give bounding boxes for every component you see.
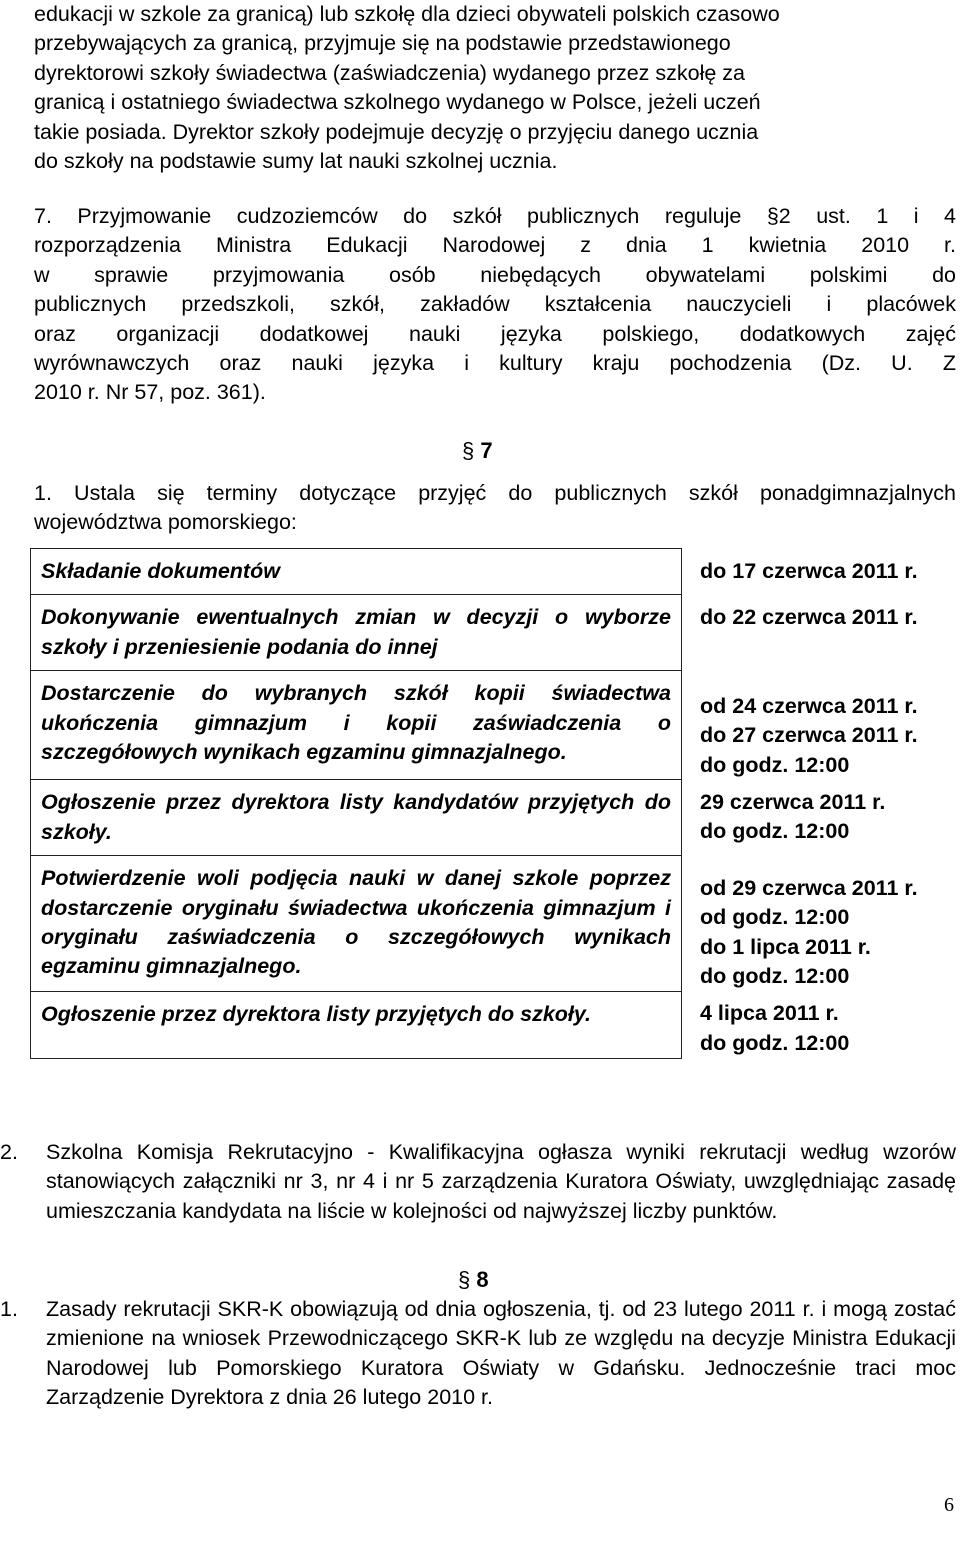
schedule-date-line: od godz. 12:00 [700, 905, 850, 930]
page-number: 6 [944, 1494, 954, 1516]
intro-line: przebywających za granicą, przyjmuje się na podstawie przedstawionego [34, 31, 731, 56]
schedule-date-line: do 27 czerwca 2011 r. [700, 723, 918, 748]
schedule-dates [682, 671, 958, 780]
schedule-date-line: do 22 czerwca 2011 r. [700, 604, 918, 629]
schedule-dates [682, 549, 958, 595]
schedule-row [31, 780, 958, 856]
schedule-date-line: do godz. 12:00 [700, 1030, 850, 1055]
schedule-date-line: od 24 czerwca 2011 r. [700, 693, 918, 718]
section-symbol: § [458, 1267, 471, 1292]
point-number: 2. [0, 1140, 18, 1164]
schedule-date-line: 4 lipca 2011 r. [700, 1001, 839, 1026]
schedule-row [31, 595, 958, 671]
point-7-line: wyrównawczych oraz nauki języka i kultury kraju pochodzenia (Dz. U. Z [34, 351, 956, 376]
intro-line: edukacji w szkole za granicą) lub szkołę dla dzieci obywateli polskich czasowo [34, 2, 780, 26]
schedule-date-line: do 1 lipca 2011 r. [700, 934, 871, 959]
point-7-line: 7. Przyjmowanie cudzoziemców do szkół publicznych reguluje §2 ust. 1 i 4 [34, 204, 956, 228]
intro-line: dyrektorowi szkoły świadectwa (zaświadczenia) wydanego przez szkołę za [34, 60, 745, 85]
schedule-step: Potwierdzenie woli podjęcia nauki w danej szkole poprzez dostarczenie oryginału świadectwa ukończenia gimnazjum i oryginału zaświadczenia o szczegółowych wynikach egzaminu gimnazjalnego. [31, 856, 682, 992]
schedule-date-line: do 17 czerwca 2011 r. [700, 558, 918, 583]
intro-line: takie posiada. Dyrektor szkoły podejmuje decyzję o przyjęciu danego ucznia [34, 119, 759, 144]
point-7-line: 2010 r. Nr 57, poz. 361). [34, 380, 266, 405]
point-2-text: Szkolna Komisja Rekrutacyjno - Kwalifikacyjna ogłasza wyniki rekrutacji według wzorów stanowiących załączniki nr 3, nr 4 i nr 5 zarządzenia Kuratora Oświaty, uwzględniając zasadę umieszczania kandydata na liście w kolejności od najwyższej liczby punktów. [46, 1140, 956, 1223]
point-7-line: publicznych przedszkoli, szkół, zakładów kształcenia nauczycieli i placówek [34, 292, 956, 317]
schedule-step: Dokonywanie ewentualnych zmian w decyzji o wyborze szkoły i przeniesienie podania do innej [31, 595, 682, 671]
schedule-date-line: do godz. 12:00 [700, 963, 850, 988]
point-1-line: województwa pomorskiego: [34, 510, 297, 535]
schedule-row [31, 856, 958, 992]
section-8-heading [458, 1266, 489, 1294]
point-1-line: 1. Ustala się terminy dotyczące przyjęć do publicznych szkół ponadgimnazjalnych [34, 481, 956, 505]
schedule-row [31, 549, 958, 595]
intro-paragraph [34, 0, 956, 176]
section-7-heading [462, 437, 493, 465]
schedule-dates [682, 595, 958, 671]
schedule-step: Ogłoszenie przez dyrektora listy przyjętych do szkoły. [31, 991, 682, 1058]
schedule-step: Składanie dokumentów [31, 549, 682, 595]
schedule-step: Dostarczenie do wybranych szkół kopii świadectwa ukończenia gimnazjum i kopii zaświadczenia o szczegółowych wynikach egzaminu gimnazjalnego. [31, 671, 682, 780]
schedule-step: Ogłoszenie przez dyrektora listy kandydatów przyjętych do szkoły. [31, 780, 682, 856]
schedule-date-line: do godz. 12:00 [700, 819, 850, 844]
section-8-point-1-text: Zasady rekrutacji SKR-K obowiązują od dnia ogłoszenia, tj. od 23 lutego 2011 r. i mogą zostać zmienione na wniosek Przewodniczącego SKR-K lub ze względu na decyzje Ministra Edukacji Narodowej lub Pomorskiego Kuratora Oświaty w Gdańsku. Jednocześnie traci moc Zarządzenie Dyrektora z dnia 26 lutego 2010 r. [46, 1297, 956, 1410]
schedule-date-line: do godz. 12:00 [700, 752, 850, 777]
section-symbol: § [462, 438, 475, 463]
point-7-paragraph [34, 202, 956, 408]
schedule-row [31, 671, 958, 780]
section-number: 8 [476, 1267, 489, 1292]
schedule-dates [682, 991, 958, 1058]
schedule-dates [682, 780, 958, 856]
section-7-point-1 [34, 479, 956, 538]
point-7-line: oraz organizacji dodatkowej nauki języka polskiego, dodatkowych zajęć [34, 321, 956, 346]
schedule-dates [682, 856, 958, 992]
point-7-line: rozporządzenia Ministra Edukacji Narodowej z dnia 1 kwietnia 2010 r. [34, 233, 956, 258]
intro-line: do szkoły na podstawie sumy lat nauki szkolnej ucznia. [34, 149, 558, 174]
point-7-line: w sprawie przyjmowania osób niebędących obywatelami polskimi do [34, 262, 956, 287]
schedule-date-line: 29 czerwca 2011 r. [700, 789, 886, 814]
schedule-row [31, 991, 958, 1058]
intro-line: granicą i ostatniego świadectwa szkolnego wydanego w Polsce, jeżeli uczeń [34, 90, 761, 115]
point-number: 1. [0, 1297, 18, 1321]
schedule-date-line: od 29 czerwca 2011 r. [700, 875, 918, 900]
admission-schedule-table [30, 548, 958, 1059]
section-number: 7 [480, 438, 493, 463]
